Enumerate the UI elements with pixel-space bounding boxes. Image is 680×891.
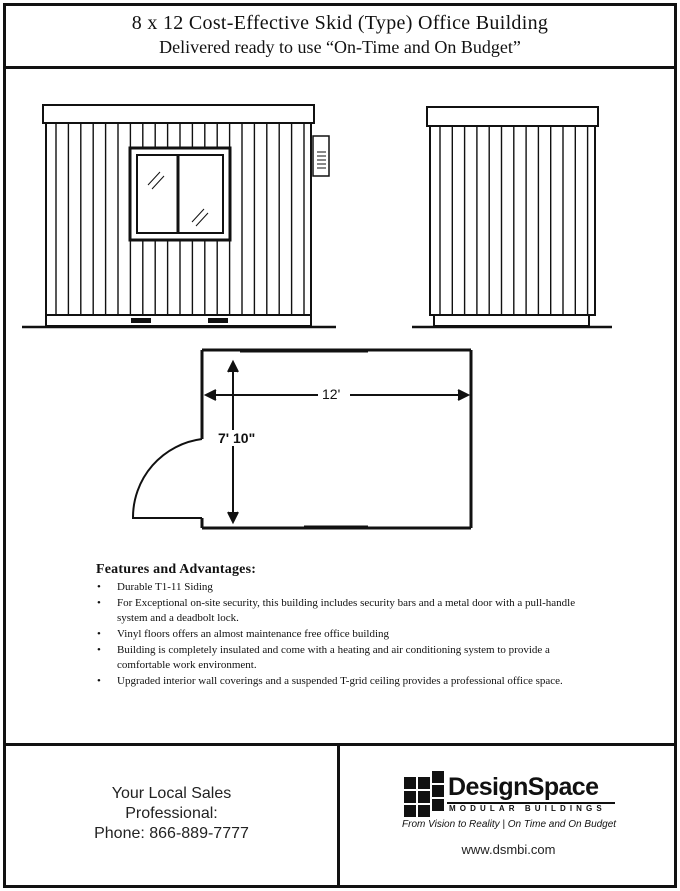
skid-pocket-right <box>208 318 228 323</box>
front-skid <box>46 315 311 326</box>
feature-item: • Upgraded interior wall coverings and a suspended T-grid ceiling provides a professional office space. <box>96 674 596 689</box>
floor-plan-window-lines <box>240 352 368 526</box>
floor-plan <box>133 350 471 528</box>
width-label: 7' 10" <box>218 430 256 446</box>
sales-line-2: Professional: <box>125 805 218 822</box>
company-logo <box>400 775 620 835</box>
logo-subtitle: MODULAR BUILDINGS <box>449 804 606 813</box>
features-heading: Features and Advantages: <box>96 562 257 577</box>
sales-line-1: Your Local Sales <box>111 785 232 802</box>
side-siding <box>440 126 588 315</box>
skid-pocket-left <box>131 318 151 323</box>
side-elevation <box>412 107 612 327</box>
feature-item: • For Exceptional on-site security, this building includes security bars and a metal door with a pull-handle system and a deadbolt lock. <box>96 596 596 626</box>
feature-item: • Vinyl floors offers an almost maintenance free office building <box>96 627 596 642</box>
logo-tagline: From Vision to Reality | On Time and On Budget <box>402 819 617 830</box>
page-title: 8 x 12 Cost-Effective Skid (Type) Office Building <box>131 12 549 34</box>
sales-phone: Phone: 866-889-7777 <box>94 825 249 842</box>
logo-name: DesignSpace <box>448 773 599 801</box>
window-glass <box>137 155 223 233</box>
side-wall <box>430 126 595 315</box>
feature-item: • Building is completely insulated and come with a heating and air conditioning system to provide a comfortable work environment. <box>96 643 596 673</box>
page-subtitle: Delivered ready to use “On-Time and On Budget” <box>159 37 521 57</box>
side-skid <box>434 315 589 326</box>
website-link[interactable]: www.dsmbi.com <box>461 842 556 857</box>
features-list <box>96 580 596 689</box>
front-roof <box>43 105 314 123</box>
door-swing <box>133 439 202 518</box>
feature-item: • Durable T1-11 Siding <box>96 580 596 595</box>
length-label: 12' <box>322 386 341 402</box>
front-elevation <box>22 105 336 327</box>
features-section <box>96 562 596 690</box>
side-roof <box>427 107 598 126</box>
